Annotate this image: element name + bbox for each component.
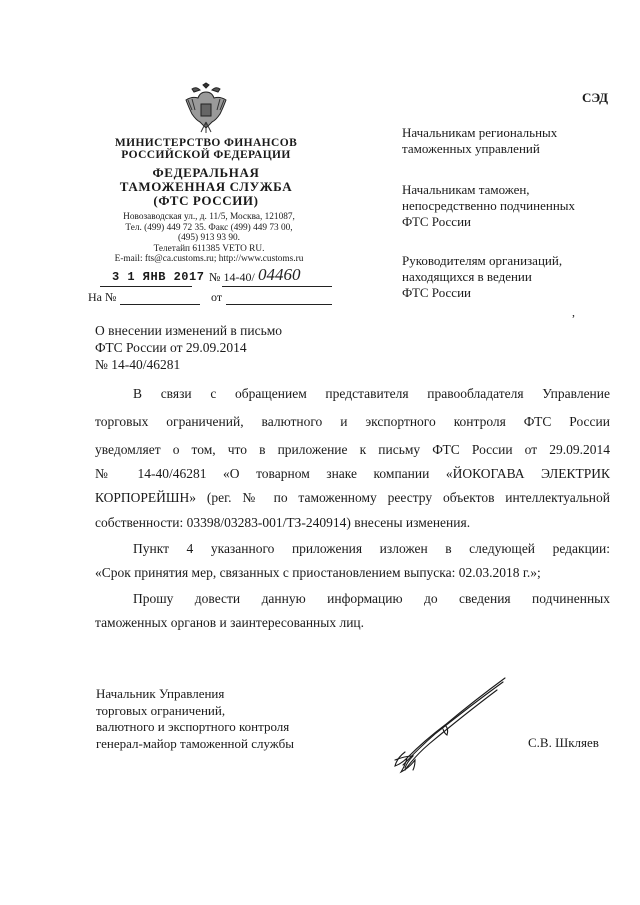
recipient-line: Руководителям организаций, (402, 253, 563, 268)
signer-position-line: Начальник Управления (96, 686, 225, 701)
outgoing-number-label: № 14-40/ (209, 270, 255, 284)
handwritten-signature (385, 670, 510, 780)
subject-line: ФТС России от 29.09.2014 (95, 340, 247, 355)
recipient-line: ФТС России (402, 285, 471, 300)
subject-line: О внесении изменений в письмо (95, 323, 283, 338)
service-line: ФЕДЕРАЛЬНАЯ (152, 165, 260, 180)
outgoing-number-handwritten: 04460 (258, 265, 301, 284)
reply-date-label: от (211, 290, 223, 304)
signer-position (96, 686, 294, 752)
signer-position-line: валютного и экспортного контроля (96, 719, 290, 734)
service-name (100, 166, 312, 208)
contact-line: Телетайп 611385 VETO RU. (153, 243, 265, 254)
signer-position-line: торговых ограничений, (96, 702, 226, 718)
service-line: ТАМОЖЕННАЯ СЛУЖБА (119, 179, 293, 194)
recipient-line: находящихся в ведении (402, 269, 532, 284)
subject (95, 322, 282, 373)
contact-line: (495) 913 93 90. (178, 233, 240, 244)
number-underline (222, 286, 332, 287)
recipient-block (402, 182, 575, 230)
state-emblem-icon (183, 82, 229, 134)
contact-line: Тел. (499) 449 72 35. Факс (499) 449 73 00, (125, 222, 293, 233)
body-line: В связи с обращением представителя правообладателя Управление (133, 386, 610, 401)
body-line: КОРПОРЕЙШН» (рег. № по таможенному реестру объектов интеллектуальной (95, 490, 610, 505)
reply-number-line (120, 304, 200, 305)
signer-position-line: генерал-майор таможенной службы (96, 735, 294, 751)
signer-name: С.В. Шкляев (528, 735, 599, 750)
body-line: уведомляет о том, что в приложение к письму ФТС России от 29.09.2014 (95, 442, 610, 457)
recipient-block (402, 125, 557, 157)
stray-mark: , (572, 305, 575, 319)
body-line: № 14-40/46281 «О товарном знаке компании «ЙОКОГАВА ЭЛЕКТРИК (95, 466, 610, 481)
contact-line: E-mail: fts@ca.customs.ru; http://www.customs.ru (114, 254, 304, 265)
recipient-line: непосредственно подчиненных (402, 198, 576, 213)
contact-details (84, 212, 334, 265)
ministry-line: МИНИСТЕРСТВО ФИНАНСОВ (114, 137, 298, 149)
recipient-line: таможенных управлений (402, 141, 540, 156)
reply-date-line (226, 304, 332, 305)
date-stamp: 3 1 ЯНВ 2017 (112, 270, 205, 284)
body-line: таможенных органов и заинтересованных лиц. (95, 615, 365, 630)
date-underline (100, 286, 192, 287)
body-line: Пункт 4 указанного приложения изложен в следующей редакции: (133, 541, 610, 556)
body-line: «Срок принятия мер, связанных с приостановлением выпуска: 02.03.2018 г.»; (95, 565, 541, 580)
contact-line: Новозаводская ул., д. 11/5, Москва, 121087, (123, 212, 295, 222)
sed-mark: СЭД (582, 90, 609, 105)
recipient-line: Начальникам региональных (402, 125, 558, 140)
body-line: торговых ограничений, валютного и экспортного контроля ФТС России (95, 414, 610, 429)
subject-line: № 14-40/46281 (95, 357, 181, 372)
body-line: Прошу довести данную информацию до сведения подчиненных (133, 591, 610, 606)
recipient-line: ФТС России (402, 214, 471, 229)
service-line: (ФТС РОССИИ) (153, 193, 259, 208)
ministry-line: РОССИЙСКОЙ ФЕДЕРАЦИИ (121, 149, 291, 161)
ministry-name (100, 137, 312, 161)
reply-to-label: На № (88, 290, 117, 304)
recipient-block (402, 253, 562, 301)
body-line: собственности: 03398/03283-001/ТЗ-240914) внесены изменения. (95, 515, 471, 530)
recipient-line: Начальникам таможен, (402, 182, 530, 197)
